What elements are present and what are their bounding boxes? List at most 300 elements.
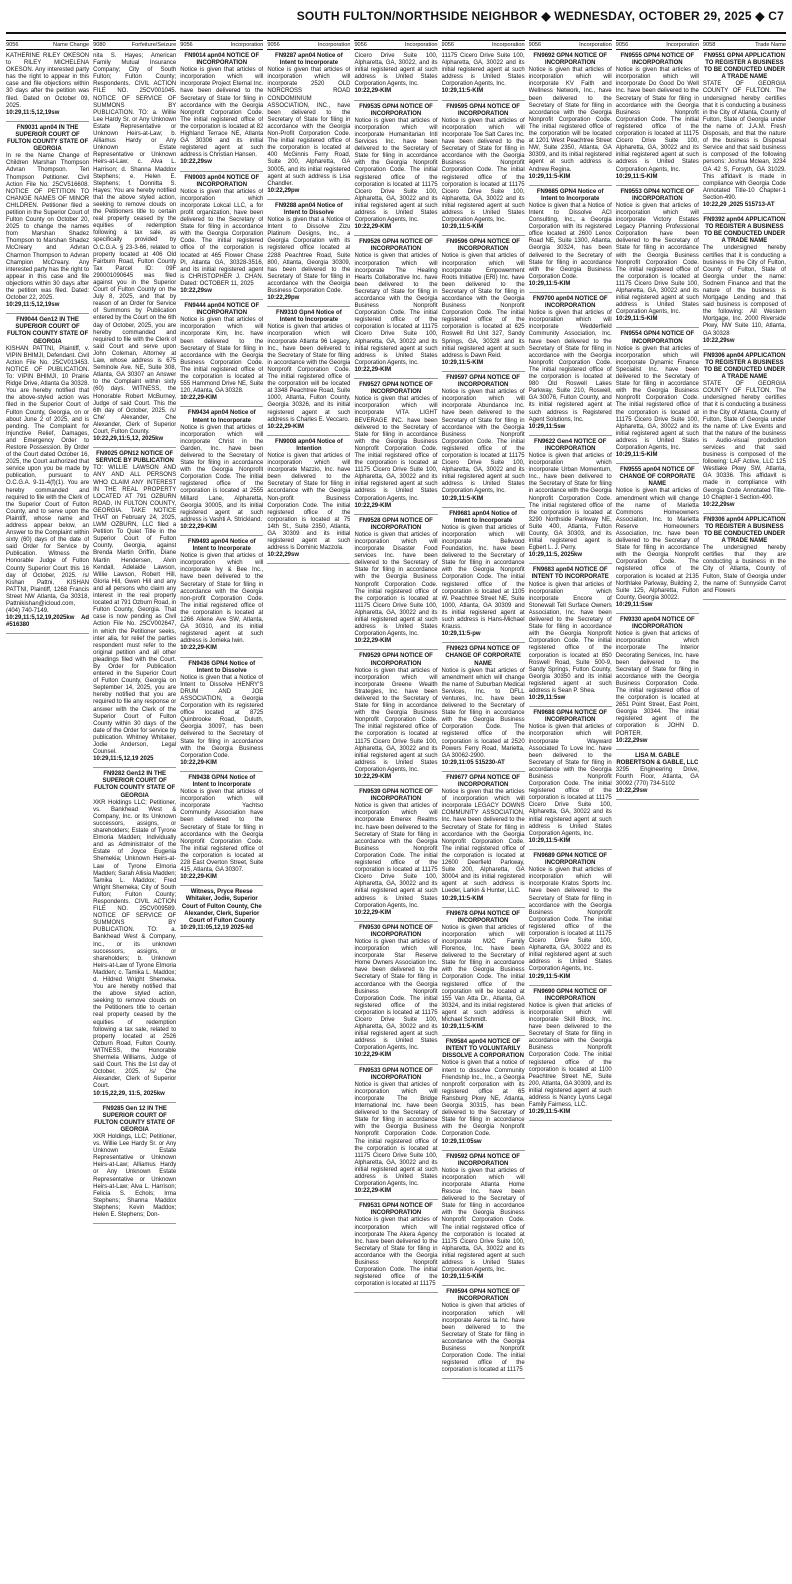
notice-footer: 10:22,29-KIM [267, 423, 305, 430]
section-code: 9056 [6, 42, 19, 48]
section-header [442, 40, 525, 50]
notice-heading: FN9025 GPN12 NOTICE OF SERVICE BY PUBLICATION [95, 451, 174, 465]
notice-heading: FN9596 GPN4 NOTICE OF INCORPORATION [446, 239, 520, 253]
notice-divider [180, 171, 263, 172]
masthead [0, 0, 792, 34]
notice-body: XKR Holdings, LLC; Petitioner, vs. Willie Lee Hardy Sr. or Any Unknown Estate Representative or Unknown Heirs-at-Law; Alliamus Hardy or Any Unknown Estate Representative or Unknown Heirs-at-Law; Alva L. Harrison; Felicia S. Echols; Irma Stephens; Shanna Maddox Stephens; Kevin Maddox; Helen E. Stephens; Don- [93, 1133, 177, 1218]
notice-body: Notice is given that articles of incorporation which will incorporate Humanitarian Intl Services Inc. have been delivered to the Secretary of State for filing in accordance with the Georgia Nonprofit Corporation Code. The initial registered office of the corporation is located at 11175 Cicero Drive Suite 100, Alpharetta, GA, 30022 and its initial registered agent at such address is United States Corporation Agents, Inc. [354, 117, 438, 224]
notice-footer: 10:29,11:5-KIM [441, 224, 484, 231]
legal-notice [529, 439, 612, 560]
notice-footer: 10:22,29-KIM [180, 395, 217, 402]
notice-footer: 10:22,29-KIM [354, 774, 392, 780]
notice-divider [442, 1378, 525, 1379]
section-code: 9056 [615, 42, 629, 48]
section-code: 9056 [354, 42, 367, 48]
notice-divider [529, 849, 612, 850]
notice-footer: 10:29,11:05,12,19 2025-kd [180, 924, 253, 931]
legal-notice [180, 410, 263, 531]
legal-notice [703, 353, 786, 509]
section-name: Incorporation [404, 42, 438, 48]
notice-divider [442, 771, 525, 772]
notice-body: 11175 Cicero Drive Suite 100, Alpharetta, GA, 30022 and its initial registered agent at such address is United States Corporation Agents, Inc. [441, 53, 525, 88]
notice-heading: FN9685 GPN4 Notice of Intent to Incorporate [536, 188, 604, 202]
section-header [354, 40, 437, 50]
legal-notice [529, 710, 612, 845]
notice-footer: 10:29,11:5-KIM [441, 1024, 484, 1031]
notice-footer: 10:22,29 ,2025 515713-AT [702, 201, 775, 208]
notice-heading: FN9288 apn04 Notice of Intent to Dissolve [275, 202, 343, 216]
notice-footer: 10:29,11:5-KIM [441, 88, 484, 95]
notice-body: Notice is given that articles of incorporation which will incorporate The Healing Hearts Collaborative Inc. have been delivered to the Secretary of State for filing in accordance with the Georgia Business Nonprofit Corporation Code. The initial registered office of the corporation is located at 11175 Cicero Drive Suite 100, Alpharetta, GA, 30022 and its initial registered agent at such address is United States Corporation Agents, Inc. [354, 253, 438, 366]
legal-notice [6, 125, 89, 309]
notice-body: Notice is given that articles of incorporation which will incorporate Atlanta Home Rescue Inc. have been delivered to the Secretary of State for filing in accordance with the Georgia Business Nonprofit Corporation Code. The initial registered office of the corporation is located at 11175 Cicero Drive Suite 100, Alpharetta, GA, 30022 and its initial registered agent at such address is United States Corporation Agents, Inc. [441, 1167, 525, 1274]
notice-body: Notice is given that articles of incorporation which will incorporate Greene Wealth Strategies, Inc. have been delivered to the Secretary of State for filing in accordance with the Georgia Business Nonprofit Corporation Code. The initial registered office of the corporation is located at 11175 Cicero Drive Suite 100, Alpharetta, GA, 30022 and its initial registered agent at such address is United States Corporation Agents, Inc. [354, 667, 438, 773]
notice-divider [180, 535, 263, 536]
legal-notice [267, 439, 350, 560]
notice-body: Notice is given that articles of incorporation which will incorporate 2520 OLD NORCROSS ROAD CONDOMINIUM ASSOCIATION, INC., have been delivered to the Secretary of State for filing in accordance with the Georgia Non-Profit Corporation Code. The initial registered office of the corporation is located at 400 McGinnis Ferry Road, Suite 200, Alpharetta, GA 30005, and its initial registered agent at such address is Lisa Chandler. [267, 67, 351, 187]
notice-heading: FN9008 apn04 Notice of Intention [275, 438, 343, 452]
notice-body: Notice is given that articles of incorporation which will incorporate Bellwood Foundation, Inc. have been delivered to the Secretary of State for filing in accordance with the Georgia Nonprofit Corporation Code. The initial registered office of the corporation is located at 1105 W. Peachtree Street NE, Suite 1000, Atlanta, GA 30309 and its initial registered agent at such address is Hans-Michael Krauss. [441, 524, 525, 631]
notice-heading: FN9555 GPN4 NOTICE OF INCORPORATION [620, 53, 695, 67]
notice-heading: FN9531 GPN4 NOTICE OF INCORPORATION [359, 1203, 433, 1217]
notice-heading: FN9526 GPN4 NOTICE OF INCORPORATION [359, 239, 433, 253]
notice-divider [442, 1035, 525, 1036]
legal-notice [529, 53, 612, 181]
notice-divider [180, 406, 263, 407]
notice-heading: FN9031 apn04 IN THE SUPERIOR COURT OF FULTON COUNTY STATE OF GEORGIA [7, 124, 89, 153]
notice-footer: 10:29,11:5-KIM [528, 280, 571, 287]
legal-notice [616, 753, 699, 796]
notice-heading: FN9444 apn04 NOTICE OF INCORPORATION [184, 303, 260, 317]
legal-notice [354, 925, 437, 1060]
notice-divider [354, 1199, 437, 1200]
notice-body: nita S. Hayes; American Family Mutual Insurance Company; City of South Fulton; Fulton County; Respondents. CIVIL ACTION FILE NO. 25CV001045. NOTICE OF SERVICE OF SUMMONS BY PUBLICATION. TO: a. Willie Lee Hardy Sr. or Any Unknown Estate Representative or Unknown Heirs-at-Law; b. Alliamus Hardy or Any Unknown Estate Representative or Unknown Heirs-at-Law; c. Alva L. Harrison; d. Shanna Maddox Stephens; e. Helen E. Stephens; f. Donnitta S. Hayes; You are hereby notified that the above styled action, seeking to remove clouds on the Petitioners title to certain real property ceased by the equities of redemption following a tax sale, as specifically provided by O.C.G.A. § 23-3-66, related to property located at 406 Old Fairburn Road, Fulton County Tax Parcel ID: 09F 290001090645 was filed against you in the Superior Court of Fulton County on the July 8, 2025, and that by reason of an Order for Service of Summons by Publication entered by the Court on the 6th day of October, 2025, you are hereby commanded and required to file with the Clerk of said Court and serve upon John Coleman, Attorney at Law, whose address is 675 Seminole Ave. NE, Suite 308, Atlanta, GA 30307 an Answer to the Complaint within sixty (60) days. WITNESS, the Honorable Robert McBurney, Judge of said Court. This the 6th day of October, 2025. /s/ Che' Alexander, Che Alexander, Clerk of Superior Court, Fulton County. [93, 53, 177, 435]
notice-footer: 10:29,11:5-KIM [528, 973, 571, 980]
section-code: 9056 [528, 42, 542, 48]
legal-notice [442, 1039, 525, 1145]
notice-divider [529, 435, 612, 436]
notice-body: Notice is given that articles of incorporation which will incorporate Aerosi ta Inc. have been delivered to the Secretary of State for filing in accordance with the Georgia Business Nonprofit Corporation Code. The initial registered office of the corporation is located at 11175 [441, 1303, 525, 1374]
notice-body: Notice is given that articles of incorporation which will incorporate Disaster Food services Inc. have been delivered to the Secretary of State for filing in accordance with the Georgia Business Nonprofit Corporation Code. The initial registered office of the corporation is located at 11175 Cicero Drive Suite 100, Alpharetta, GA, 30022 and its initial registered agent at such address is United States Corporation Agents, Inc. [354, 531, 438, 638]
section-header [529, 40, 612, 50]
notice-heading: FN9592 GPN4 NOTICE OF INCORPORATION [446, 1153, 520, 1167]
notice-body: Notice is given that articles of incorporation which will incorporate Toe Salt Cares Inc. have been delivered to the Secretary of State for filing in accordance with the Georgia Business Nonprofit Corporation Code. The initial registered office of the corporation is located at 11175 Cicero Drive Suite 100, Alpharetta, GA, 30022 and its initial registered agent at such address is United States Corporation Agents, Inc. [441, 117, 525, 224]
notice-body: Notice is given that articles of incorporation which incorporate Lokcal LLC, a for profit organization, have been delivered to the Secretary of State for filing in accordance with the Georgia Corporation Code. The initial registered office of the corporation is located at 465 Flower Chase Pl, Atlanta GA, 30328-3516, and its initial registered agent is CHRISTOPHER J. CHAN. Dated: OCTOBER 11, 2025 [180, 188, 264, 287]
notice-footer: 10:29,11:5-KIM [441, 1274, 484, 1281]
legal-notice [529, 189, 612, 288]
notice-body: Notice is given that articles of incorporation which will incorporate Wedderfield Community Association, Inc. have been delivered to the Secretary of State for filing in accordance with the Georgia Nonprofit Corporation Code. The initial registered office of the corporation is located at 980 Old Roswell Lakes Parkway, Suite 210, Roswell, GA 30076, Fulton County, and its initial registered agent at such address is Registered Agent Solutions, Inc. [528, 310, 612, 423]
notice-footer: 10:22,29-KIM [354, 224, 392, 231]
notice-heading: FN9688 GPN4 NOTICE OF INCORPORATION [533, 710, 608, 724]
notice-body: Notice is given that articles of incorporation which will incorporate Kratos Sports Inc. have been delivered to the Secretary of State for filing in accordance with the Georgia Business Nonprofit Corporation Code. The initial registered office of the corporation is located at 11175 Cicero Drive Suite 100, Alpharetta, GA, 30022 and its initial registered agent at such address is United States Corporation Agents, Inc. [528, 867, 612, 973]
notice-divider [180, 657, 263, 658]
legal-notice [529, 853, 612, 981]
notice-divider [267, 563, 350, 564]
notice-heading: FN9584 apn04 NOTICE OF INTENT TO VOLUNTARILY DISSOLVE A CORPORATION [442, 1039, 524, 1060]
notice-divider [93, 1223, 176, 1224]
notice-footer: 10:29,11:5-KIM [528, 173, 571, 180]
legal-notice [354, 382, 437, 510]
notice-footer: 10:22,29pw [267, 295, 300, 302]
notice-divider [442, 100, 525, 101]
notice-body: Notice is given that articles of incorporation which will incorporate Christ in the Garden, Inc. have been delivered to the Secretary of State for filing in accordance with the Georgia Nonprofit Corporation Code. The initial registered office of the corporation is located at 2555 Millard Lane, Alpharetta, Georgia 30005, and its initial registered agent at such address is Vashti A. Strickland. [180, 424, 264, 523]
notice-divider [616, 749, 699, 750]
notice-divider [529, 985, 612, 986]
legal-notice [442, 775, 525, 903]
section-name: Incorporation [579, 42, 612, 48]
notice-divider [529, 706, 612, 707]
column [442, 40, 525, 1580]
notice-divider [6, 313, 89, 314]
notice-divider [180, 771, 263, 772]
notice-body: Notice is given that articles of incorporation which will incorporate The Bridge International Inc. have been delivered to the Secretary of State for filing in accordance with the Georgia Business Nonprofit Corporation Code. The initial registered office of the corporation is located at 11175 Cicero Drive Suite 100, Alpharetta, GA, 30022 and its initial registered agent at such address is United States Corporation Agents, Inc. [354, 1081, 438, 1188]
notice-heading: FN9597 GPN4 NOTICE OF INCORPORATION [446, 374, 520, 389]
column [616, 40, 699, 1580]
legal-notice [180, 539, 263, 653]
notice-body: 3295 Engineering Drive, Fourth Floor, Atlanta, GA 30092 (770) 734-5102 [615, 766, 699, 788]
notice-footer: 10:29,11:5sw [615, 601, 653, 608]
notice-body: Notice is given that articles of incorporation which will incorporate Kim, Inc. have been delivered to the Secretary of State for filing in accordance with the Georgia Business Corporation Code. The initial registered office of the corporation is located at 555 Hammond Drive NE, Suite 120, Atlanta, GA 30328. [180, 317, 264, 395]
notice-body: Notice is given that articles of amendment which will change the name of Marietta Commons Homeowners Association, Inc. to Marietta Reserve Homeowners Association, Inc. have been delivered to the Secretary of State for filing in accordance with the Georgia Nonprofit Corporation Code. The registered office of the corporation is located at 2135 Northlake Parkway, Building 2, Suite 125, Alpharetta, Fulton County, Georgia 30022. [615, 488, 699, 601]
notice-body: Notice is given that articles of incorporation which will incorporate Skill Block, Inc. have been delivered to the Secretary of State for filing in accordance with the Georgia Business Nonprofit Corporation Code. The initial registered office of the corporation is located at 1100 Peachtree Street NE, Suite 200, Atlanta, GA 30309, and its initial registered agent at such address is Nancy Lyons Legal Family Fairness, LLC. [528, 1002, 612, 1109]
notice-footer: 10:22,29,11:5,12, 2025kw [93, 436, 164, 443]
legal-notice [442, 53, 525, 96]
notice-divider [354, 235, 437, 236]
legal-notice [180, 53, 263, 167]
notice-body: Notice is given that a Notice of Intent to Dissolve Zizu Platinum Designs, Inc., a Georgia Corporation with its registered office located at 2288 Peachtree Road, Suite 800, Atlanta, Georgia 30309, has been delivered to the Secretary of State for filing in accordance with the Georgia Business Corporation Code. [267, 217, 351, 294]
notice-body: Notice is given that articles of incorporation which will incorporate Project Eternal Inc. have been delivered to the Secretary of State for filing in accordance with the Georgia Nonprofit Corporation Code. The initial registered office of the corporation is located at 82 Highland Terrace NE, Atlanta GA 30306 and its initial registered agent at such address is Christian Hansen. [180, 67, 264, 159]
notice-body: Notice is given that a notice of intent to dissolve Community Friendship Inc., Inc., a Georgia nonprofit corporation with its registered office at 65 Ransburg Pkwy NE, Atlanta, Georgia 30315, has been delivered to the Secretary of State for filing in accordance with the Georgia Nonprofit Corporation Code. [441, 1060, 525, 1138]
legal-notice [93, 771, 176, 1097]
notice-heading: FN9044 Gen12 IN THE SUPERIOR COURT OF FULTON COUNTY STATE OF GEORGIA [7, 317, 89, 345]
notice-footer: 10:29,11:5sw [528, 423, 566, 430]
notice-heading: FN9528 GPN4 NOTICE OF INCORPORATION [359, 517, 433, 531]
notice-body: Notice is given that articles of incorporation which will incorporate KV Faith and Wellness Network, Inc., have been delivered to the Secretary of State for filing in accordance with the Georgia Nonprofit Corporation Code. The initial registered office of the corporation will be located at 1201 West Peachtree Street NW, Suite 2350, Atlanta, GA 30309, and its initial registered agent at such address is Andrew Regina. [528, 67, 612, 173]
legal-notice [703, 517, 786, 595]
notice-footer: 10:29,11:5-KIM [615, 452, 658, 459]
notice-divider [354, 649, 437, 650]
legal-notice [354, 104, 437, 232]
notice-body: TO: WILLIE LAWSON AND ANY AND ALL PERSONS WHO CLAIM ANY INTEREST IN THE REAL PROPERTY LOCATED AT 791 OZBURN ROAD, IN FULTON COUNTY, GEORGIA. TAKE NOTICE THAT on February 24, 2025, LWM OZBURN, LLC filed a Petition To Quiet Title in the Superior Court of Fulton County, Georgia, against Brenda Martin Griffin, Diane Martin Hendersen, Alvin Kendall, Adelaide Lawson, Willie Lawson, Robert Hill, Gloria Hill, Gwen Hill and any and all persons who claim any interest in the real property located at 791 Ozburn Road, in Fulton County, Georgia. That case is now pending as Civil Action File No. 25CV002647, in which the Petitioner seeks, inter alia, for relief the parties respondent must refer to the original petition and all other pleadings filed with the Court. By Order for Publication entered in the Superior Court of Fulton County, Georgia on September 14, 2025, you are hereby notified that you are required to file any response or answer with the Clerk of the Superior Court of Fulton County within 30 days of the date of the Order for service by publication. Whitney Whitaker, Jodie Anderson, Legal Counsel. [93, 465, 177, 756]
section-name: Forfeiture/Seizure [131, 42, 177, 48]
notice-footer: 10:22,29sw [702, 501, 735, 508]
notice-footer: 10:22,29sw [267, 552, 300, 559]
notice-divider [616, 799, 699, 800]
legal-notice [180, 889, 263, 932]
legal-notice [442, 1154, 525, 1282]
notice-divider [703, 213, 786, 214]
section-name: Name Change [53, 42, 90, 48]
legal-notice [6, 317, 89, 629]
notice-divider [703, 513, 786, 514]
legal-notice [180, 661, 263, 767]
legal-notices-columns [6, 40, 786, 1580]
notice-divider [529, 292, 612, 293]
legal-notice [93, 53, 176, 443]
notice-footer: 10:22,29-KIM [180, 874, 217, 881]
notice-heading: FN9014 apn04 NOTICE OF INCORPORATION [184, 53, 260, 67]
notice-divider [442, 371, 525, 372]
notice-heading: FN9392 apn04 APPLICATION TO REGISTER A BUSINESS TO BE CONDUCTED UNDER A TRADE NAME [703, 217, 786, 245]
legal-notice [354, 518, 437, 646]
notice-heading: FN9533 GPN4 NOTICE OF INCORPORATION [359, 1067, 433, 1081]
notice-divider [267, 199, 350, 200]
notice-footer: 10:29,11:5,12,19sw [6, 302, 60, 309]
notice-divider [703, 349, 786, 350]
notice-divider [6, 633, 89, 634]
notice-footer: 10:22,29-KIM [354, 909, 392, 916]
notice-body: Notice is given that articles of incorporation which will incorporate Dynamic Finance Specialist Inc. have been delivered to the Secretary of State for filing in accordance with the Georgia Business Nonprofit Corporation Code. The initial registered office of the corporation is located at 11175 Cicero Drive Suite 100, Alpharetta, GA, 30022 and its initial registered agent at such address is United States Corporation Agents, Inc. [615, 345, 699, 451]
notice-footer: 10:29,11:05sw [441, 1138, 482, 1145]
notice-footer: 10:22,29sw [615, 788, 648, 795]
notice-divider [529, 185, 612, 186]
notice-divider [354, 921, 437, 922]
notice-heading: FN9539 GPN4 NOTICE OF INCORPORATION [359, 789, 433, 803]
notice-body: KISHAN PATTNI, Plaintiff, v. VIPIN BHIMJI, Defendant. Civil Action File No. 25CV013453. NOTICE OF PUBLICATION. To: VIPIN BHIMJI, 10 Prairie Ridge Drive, Atlanta Ga 30328. You are hereby notified that the above-styled action was filed in the Superior Court of Fulton County, Georgia, on or about June 2 of 2025, and is pending. The Complaint for Injunctive Relief, Damages, and Emergency Order to Restore Possession. By Order of the Court dated October 16, 2025, the Court authorized that service upon you be made by publication, pursuant to O.C.G.A. 9-11-4(f)(1). You are hereby commanded and required to file with the Clerk of the Superior Court of Fulton County, and to serve upon the Plaintiff, whose name and address appear below, an Answer to the Complaint within sixty (60) days of the date of said Order for Service by Publication. Witness the Honorable Judge of Fulton County Superior Court this 16 day of October, 2025. /s/ Kishan Pattni, KISHAN PATTNI, Plaintiff, 1268 Francis Street NW Atlanta, Ga 30318, Pattnikishan@icloud.com, (404) 740-7149. [6, 345, 90, 615]
notice-divider [180, 936, 263, 937]
section-header [6, 40, 89, 50]
notice-body: STATE OF GEORGIA COUNTY OF FULTON. The undersigned hereby certifies that it is conducting a business in the City of Atlanta, County of Fulton, State of Georgia under the name of: J.A.M. Fresh Disposals, and that the nature of the business is Disposal Service and that said business is composed of the following persons: Joshua Mclean, 3234 GA 42 S, Forsyth, GA 31029. This affidavit is made in compliance with Georgia Code Annotated Title-10 Chapter-1 Section-490. [702, 81, 786, 201]
notice-footer: 10:29,11:5, 2025kw [528, 552, 583, 559]
notice-footer: 10:22,29pw [267, 187, 300, 194]
notice-footer: 10:22,29-KIM [354, 366, 392, 373]
notice-body: Notice is given that articles of incorporation which incorporate Urban Momentum, Inc., have been delivered to the Secretary of State for filing in accordance with the Georgia Nonprofit Corporation Code. The initial registered office of the corporation is located at 3290 Northside Parkway NE, Suite 400, Atlanta, Fulton County, GA 30303, and its initial registered agent is Egbert L. J. Perry. [528, 452, 612, 552]
notice-footer: 10:29,11:5-KIM [441, 895, 484, 902]
legal-notice [267, 203, 350, 302]
legal-notice [180, 175, 263, 296]
notice-heading: FN9529 GPN4 NOTICE OF INCORPORATION [359, 653, 433, 667]
notice-body: Notice is given that articles of incorporation which will incorporate The Akera Agency Inc. have been delivered to the Secretary of State for filing in accordance with the Georgia Business Nonprofit Corporation Code. The initial registered office of the corporation is located at 11175 [354, 1217, 438, 1288]
notice-footer: 10:22,29-KIM [354, 638, 392, 645]
notice-heading: FN9594 GPN4 NOTICE OF INCORPORATION [446, 1289, 520, 1303]
notice-body: KATHERINE RILEY OKESON to RILEY MICHELENA OKESON. Any interested party has the right to appear in this case and file objections within 30 days after the petition was filed. Dated on October 09, 2025. [6, 53, 90, 109]
legal-notice [616, 467, 699, 609]
legal-notice [616, 53, 699, 181]
column [93, 40, 176, 1580]
notice-footer: 10:22,29sw [180, 288, 212, 294]
notice-divider [354, 378, 437, 379]
notice-heading: FN9595 GPN4 NOTICE OF INCORPORATION [446, 103, 520, 117]
legal-notice [442, 104, 525, 232]
legal-notice [267, 310, 350, 431]
section-code: 9056 [441, 42, 454, 48]
notice-body: Notice is given that articles of incorporation which will incorporate Wayward Associated To Love Inc. have been delivered to the Secretary of State for filing in accordance with the Georgia Business Nonprofit Corporation Code. The initial registered office of the corporation is located at 11175 Cicero Drive Suite 100, Alpharetta, GA, 30022 and its initial registered agent at such address is United States Corporation Agents, Inc. [528, 724, 612, 837]
legal-notice [529, 296, 612, 431]
notice-body: The undersigned hereby certifies that they are conducting a business in the City of Atlanta, County of Fulton, State of Georgia under the name of: Sunnyside Carrot and Flowers [702, 545, 786, 594]
notice-divider [616, 185, 699, 186]
legal-notice [703, 53, 786, 209]
notice-heading: FN9692 GPN4 NOTICE OF INCORPORATION [533, 53, 608, 67]
notice-divider [267, 435, 350, 436]
notice-footer: 10:29,11:5-KIM [615, 173, 658, 180]
notice-footer: 10:22,29sw [702, 337, 735, 344]
notice-body: Notice is given that articles of incorporation which will incorporate Emerex Realms Inc. have been delivered to the Secretary of State for filing in accordance with the Georgia Business Nonprofit Corporation Code. The initial registered office of the corporation is located at 11175 Cicero Drive Suite 100, Alpharetta, GA, 30022 and its initial registered agent at such address is United States Corporation Agents, Inc. [354, 803, 438, 909]
legal-notice [354, 1068, 437, 1196]
notice-heading: LISA M. GABLE ROBERTSON & GABLE, LLC [616, 752, 699, 766]
notice-body: Notice is given that the articles of incorporation which will incorporate LEGACY DOWNS COMMUNITY ASSOCIATION, Inc. have been delivered to the Secretary of State for filing in accordance with the Georgia Nonprofit Corporation Code. The initial registered office of the corporation is located at 12600 Deerfield Parkway, Suite 200, Alpharetta, GA 30004 and its initial registered agent at such address is Lueder, Larkin & Hunter, LLC. [441, 789, 525, 895]
page-header: SOUTH FULTON/NORTHSIDE NEIGHBOR ◆ WEDNESDAY, OCTOBER 29, 2025 ◆ C7 [296, 9, 784, 23]
notice-divider [442, 507, 525, 508]
notice-body: Notice is given that articles of incorporation which will incorporate Mazzio, Inc. have been delivered to the Secretary of State for filing in accordance with the Georgia Non-profit Business Corporation Code. The initial registered office of the corporation is located at 75 14th St., Suite 2350, Atlanta, GA 30309 and its initial registered agent at such address is Dominic Mazzola. [267, 452, 351, 552]
notice-heading: FN9493 apn04 Notice of Intent to Incorporate [187, 539, 256, 553]
legal-notice [442, 1289, 525, 1374]
notice-heading: FN9551 GPN4 APPLICATION TO REGISTER A BUSINESS TO BE CONDUCTED UNDER A TRADE NAME [703, 53, 786, 81]
section-code: 9058 [702, 42, 716, 48]
notice-heading: FN9623 GPN4 NOTICE OF CHANGE OF CORPORATE NAME [445, 646, 521, 667]
column [354, 40, 437, 1580]
section-header [616, 40, 699, 50]
notice-body: Notice is given that articles of incorporation which will incorporate Atlanta 96 Legacy, Inc., have been delivered to the Secretary of State for filing in accordance with the Georgia Nonprofit Corporation Code. The initial registered office of the corporation will be located at 3348 Peachtree Road, Suite 1000, Atlanta, Fulton County, Georgia 30326, and its initial registered agent at such address is Charles E. Veccaro. [267, 324, 351, 423]
notice-divider [616, 463, 699, 464]
notice-heading: FN9681 apn04 Notice of Intent to Incorporate [449, 510, 517, 524]
section-name: Trade Name [755, 42, 786, 48]
legal-notice [616, 331, 699, 459]
notice-divider [529, 1120, 612, 1121]
notice-heading: FN9530 GPN4 NOTICE OF INCORPORATION [359, 924, 433, 938]
notice-body: Notice is given that articles of incorporation which will incorporate M2C Family Florence, Inc. have been delivered to the Secretary of State for filing in accordance with the Georgia Business Corporation Code. The initial registered office of the corporation will be located at 155 Van Atta Dr., Atlanta, GA 30324, and its initial registered agent at such address is Michael Schmidt. [441, 924, 525, 1023]
section-name: Incorporation [230, 42, 264, 48]
notice-divider [354, 514, 437, 515]
notice-body: In re the Name Change of Children Marshan Thompson Advran Thompson. Teri Thompson Petitioner. Civil Action File No. 25CV516608. NOTICE OF PETITION TO CHANGE NAMES OF MINOR CHILDREN. Petitioner filed a petition in the Superior Court of Fulton County on October 20, 2025 to change the names from Marshan Shadez Thompson to Marshan Shadez McCreary and Advran Charmon Thompson to Advran Champion McCreary. Any interested party has the right to appear in this case and file objections within 30 days after the petition was filed. Dated: October 22, 2025. [6, 153, 90, 302]
notice-heading: FN9434 apn04 Notice of Intent to Incorporate [187, 410, 256, 424]
notice-body: XKR Holdings LLC; Petitioner, vs. Bankhead West & Company, Inc. or Its Unknown successors, assigns, or shareholders; Estate of Tyrone Elmoria Madden; Individually and as Administrator of the Estate of Joyce Eugenia Shemekia; Unknown Heirs-at-Law of Tyrone Elmoria Madden; Sarah Allisia Madden; Tamika L. Maddox; Fred Wright Shemeka; City of South Fulton; Fulton County; Respondents. CIVIL ACTION FILE NO. 25CV009589. NOTICE OF SERVICE OF SUMMONS BY PUBLICATION. TO: a. Bankhead West & Company, Inc., or its unknown successors, assigns, or shareholders; b. Unknown Heirs-at-Law of Tyrone Elmoria Madden; c. Tamika L. Maddox; d. Hildred Wright Shemeka. You are hereby notified that the above styled action, seeking to remove clouds on the Petitioners title to certain real property ceased by the equities of redemption following a tax sale, related to property located at 2526 Ozburn Road, Fulton County. WITNESS, the Honorable Shermela Williams, Judge of said Court. This the 1st day of October, 2025. /s/ Che Alexander, Clerk of Superior Court. [93, 799, 177, 1090]
legal-notice [180, 303, 263, 402]
notice-body: Notice is given that articles of incorporation which will incorporate VITA LIGHT BEVERAGE INC. have been delivered to the Secretary of State for filing in accordance with the Georgia Business Nonprofit Corporation Code. The initial registered office of the corporation is located at 11175 Cicero Drive Suite 100, Alpharetta, GA, 30022 and its initial registered agent at such address is United States Corporation Agents, Inc. [354, 396, 438, 502]
notice-heading: FN9436 GPN4 Notice of Intent to Dissolve [188, 660, 256, 674]
notice-heading: FN9527 GPN4 NOTICE OF INCORPORATION [359, 382, 433, 396]
notice-divider [442, 907, 525, 908]
notice-body: The undersigned hereby certifies that it is conducting a business in the City of Fulton, County of Fulton, State of Georgia under the name: Sodnem Finance and that the nature of the business is Mortgage Lending and that said business is composed of the following: All Western Mortgage, Inc. 2000 Riverside Pkwy, NW Suite 110, Atlanta, GA 30328 [702, 245, 786, 337]
column [180, 40, 263, 1580]
legal-notice [703, 217, 786, 345]
notice-body: Notice is given that articles of incorporation which will incorporate Abundance Inc. have been delivered to the Secretary of State for filing in accordance with the Georgia Business Nonprofit Corporation Code. The initial registered office of the corporation is located at 11175 Cicero Drive Suite 100, Alpharetta, GA, 30022 and its initial registered agent at such address is United States Corporation Agents, Inc. [441, 389, 525, 495]
legal-notice [354, 1203, 437, 1288]
column [529, 40, 612, 1580]
column [267, 40, 350, 1580]
notice-heading: FN9700 apn04 NOTICE OF INCORPORATION [532, 296, 608, 310]
legal-notice [93, 1106, 176, 1220]
notice-heading: FN9306 apn04 APPLICATION TO REGISTER A BUSINESS TO BE CONDUCTED UNDER A TRADE NAME [703, 516, 786, 545]
legal-notice [180, 775, 263, 881]
legal-notice [442, 911, 525, 1032]
notice-body: Notice is given that articles of incorporation which will incorporate Star Reserve Home Owners Association Inc. have been delivered to the Secretary of State for filing in accordance with the Georgia Business Nonprofit Corporation Code. The initial registered office of the corporation is located at 11175 Cicero Drive Suite 100, Alpharetta, GA, 30022 and its initial registered agent at such address is United States Corporation Agents, Inc. [354, 938, 438, 1052]
notice-footer: 10:29,11:5,12,19,2025kw Ad #516380 [6, 615, 90, 629]
notice-body: Notice is given that articles of incorporation which will incorporate Yachtso Community Association have been delivered to the Secretary of State for filing in accordance with the Georgia Nonprofit Corporation Code. The initial registered office of the corporation is located at 228 East Overton Street, Suite 415, Atlanta, GA 30307. [180, 789, 264, 874]
legal-notice [529, 989, 612, 1117]
notice-heading: FN9622 Gen4 NOTICE OF INCORPORATION [534, 438, 607, 452]
section-name: Incorporation [317, 42, 351, 48]
legal-notice [616, 189, 699, 324]
notice-footer: 10:22,29-KIM [354, 1188, 392, 1195]
notice-divider [703, 599, 786, 600]
notice-heading: FN9690 GPN4 NOTICE OF INCORPORATION [533, 988, 608, 1002]
legal-notice [442, 375, 525, 503]
header-rule [6, 32, 786, 34]
notice-footer: 10:22,29-KIM [180, 759, 217, 766]
notice-heading: FN9553 GPN4 NOTICE OF INCORPORATION [620, 188, 695, 202]
notice-heading: FN9689 GPN4 NOTICE OF INCORPORATION [533, 852, 608, 867]
notice-footer: 10:29,11:5sw [528, 695, 566, 702]
notice-footer: 10:22,29sw [180, 159, 212, 166]
legal-notice [442, 239, 525, 367]
legal-notice [354, 239, 437, 374]
notice-divider [180, 885, 263, 886]
legal-notice [529, 567, 612, 702]
notice-heading: FN9003 apn04 NOTICE OF INCORPORATION [184, 174, 260, 188]
notice-heading: FN9310 Gpn4 Notice of Intent to Incorporate [276, 310, 342, 324]
notice-body: Notice is given that articles of incorporation which will incorporate Ivy & Bee Inc., have been delivered to the Secretary of State for filing in accordance with the Georgia non-profit Corporation Code. The initial registered office of the corporation is located at 1266 Allene Ave SW, Atlanta, GA 30310, and its initial registered agent at such address is Jomeka Iwin. [180, 553, 264, 645]
notice-heading: FN9306 apn04 APPLICATION TO REGISTER A BUSINESS TO BE CONDUCTED UNDER A TRADE NAME [703, 352, 786, 381]
notice-footer: 10:29,11:5,12,19 2025 [93, 756, 154, 763]
notice-divider [354, 1064, 437, 1065]
section-header [703, 40, 786, 50]
column [703, 40, 786, 1580]
legal-notice [354, 789, 437, 917]
notice-heading: FN9554 GPN4 NOTICE OF INCORPORATION [620, 331, 695, 345]
notice-divider [6, 121, 89, 122]
section-header [180, 40, 263, 50]
notice-divider [93, 1102, 176, 1103]
notice-footer: 10:29,11:5-KIM [528, 837, 571, 844]
notice-footer: 10:29,11:5-KIM [441, 495, 484, 502]
notice-body: Notice is given that articles of incorporation which will incorporate Victory Estates Legacy Planning Professional Corporation have been delivered to the Secretary of State for filing in accordance with the Georgia Business Nonprofit Corporation Code. The initial registered office of the corporation is located at 11175 Cicero Drive Suite 100, Alpharetta, GA, 30022 and its initial registered agent at such address is United States Corporation Agents, Inc. [615, 202, 699, 316]
notice-divider [354, 1292, 437, 1293]
section-header [93, 40, 176, 50]
notice-footer: 10:22,29sw [615, 737, 648, 744]
notice-heading: FN9285 Gen 12 IN THE SUPERIOR COURT OF FULTON COUNTY STATE OF GEORGIA [94, 1105, 176, 1133]
notice-footer: 10:29,11:5-KIM [441, 359, 484, 366]
notice-divider [93, 767, 176, 768]
legal-notice [6, 53, 89, 117]
notice-footer: 10:29,11:5,12,19sw [6, 109, 60, 116]
legal-notice [616, 617, 699, 745]
notice-footer: 10:15,22,29, 11:5, 2025kw [93, 1090, 165, 1097]
section-code: 9056 [267, 42, 280, 48]
notice-footer: 10:22,29-KIM [354, 88, 392, 95]
legal-notice [442, 646, 525, 767]
notice-heading: FN9555 apn04 NOTICE OF CHANGE OF CORPORATE NAME [619, 467, 696, 488]
notice-divider [616, 613, 699, 614]
notice-footer: 10:22,29-KIM [354, 502, 392, 509]
notice-divider [442, 642, 525, 643]
notice-footer: 10:22,29-KIM [180, 645, 217, 652]
notice-footer: 10:29,11:05 515230-AT [441, 759, 505, 766]
notice-heading: FN9683 apn04 NOTICE OF INTENT TO INCORPORATE [531, 567, 609, 581]
notice-body: Notice is given that articles of incorporation which will incorporate Do Good Do Well Inc. have been delivered to the Secretary of State for filing in accordance with the Georgia Business Nonprofit Corporation Code. The initial registered office of the corporation is located at 11175 Cicero Drive Suite 100, Alpharetta, GA, 30022 and its initial registered agent at such address is United States Corporation Agents, Inc. [615, 67, 699, 173]
notice-heading: Witness, Pryce Reese Whitaker, Jodie, Superior Court of Fulton County, Che Alexander, Clerk, Superior Court of Fulton County [181, 889, 262, 924]
notice-heading: FN9535 GPN4 NOTICE OF INCORPORATION [359, 103, 433, 117]
notice-body: Notice is given that articles of incorporation which will incorporate Empowerment Roots Initiative (ERI) Inc. have been delivered to the Secretary of State for filing in accordance with the Georgia Business Nonprofit Corporation Code. The initial registered office of the corporation is located at 625 Roswell Rd Unit 327, Sandy Springs, GA, 30328 and its initial registered agent at such address is Dawn Reid. [441, 253, 525, 359]
notice-divider [616, 327, 699, 328]
legal-notice [442, 511, 525, 639]
notice-body: Cicero Drive Suite 100, Alpharetta, GA, 30022, and its initial registered agent at such address is United States Corporation Agents, Inc. [354, 53, 438, 88]
column [6, 40, 89, 1580]
notice-divider [529, 563, 612, 564]
legal-notice [267, 53, 350, 195]
notice-footer: 10:22,29-KIM [180, 523, 217, 530]
section-code: 9080 [93, 42, 106, 48]
notice-divider [442, 1150, 525, 1151]
notice-body: Notice is given that articles of incorporation which incorporate The Interior Decorating Services, Inc. have been delivered to the Secretary of State for filing in accordance with the Georgia Business Corporation Code. The initial registered office of the corporation is located at 2651 Point Street, East Point, Georgia 30344. The initial registered agent of the corporation is JOHN D. PORTER. [615, 631, 699, 737]
notice-heading: FN9287 apn04 Notice of Intent to Incorporate [275, 53, 343, 67]
section-name: Incorporation [666, 42, 699, 48]
notice-divider [354, 785, 437, 786]
notice-footer: 10:29,11:5-KIM [615, 316, 658, 323]
notice-footer: 10:22,29-KIM [354, 1052, 392, 1059]
notice-heading: FN9282 Gen12 IN THE SUPERIOR COURT OF FULTON COUNTY STATE OF GEORGIA [94, 771, 176, 799]
legal-notice [93, 451, 176, 763]
notice-heading: FN9678 GPN4 NOTICE OF INCORPORATION [446, 910, 520, 924]
